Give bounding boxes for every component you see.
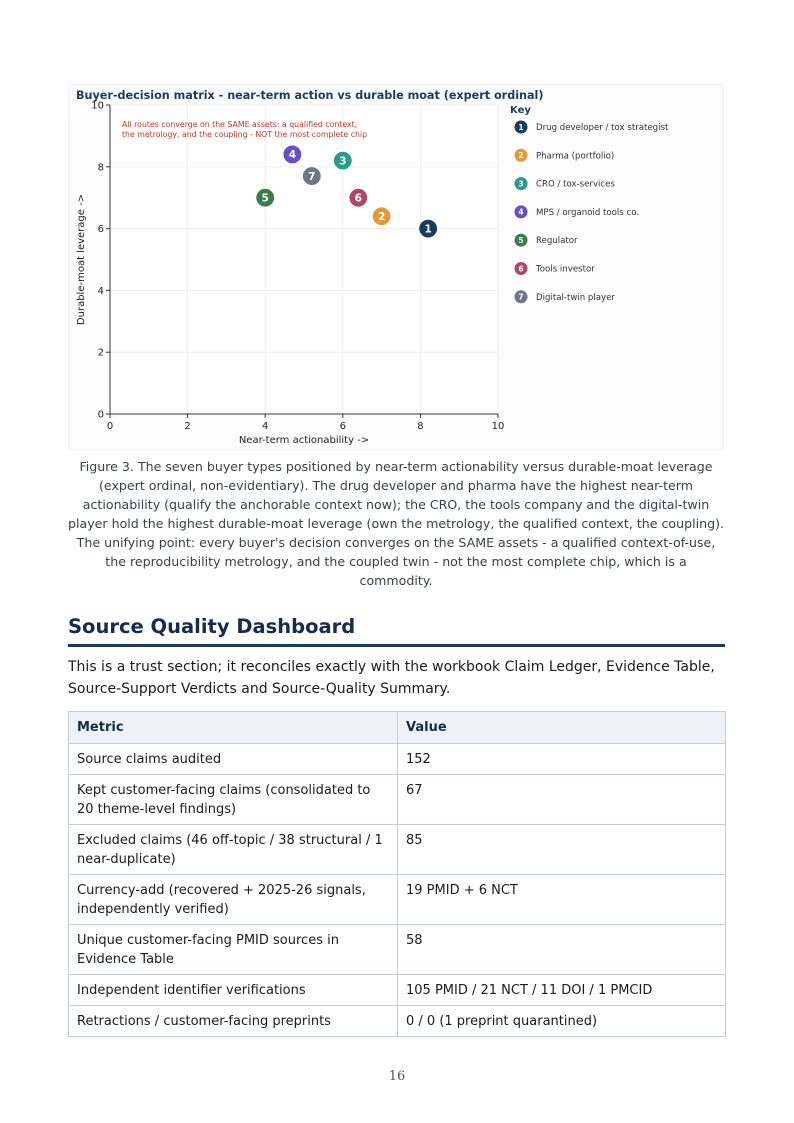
legend-entry: Regulator [536, 236, 578, 247]
section-intro: This is a trust section; it reconciles exactly with the workbook Claim Ledger, Evidence Table, Source-Support Verdicts and Source-Quality Summary. [68, 659, 715, 697]
legend-marker-label: 1 [518, 122, 524, 132]
legend-title: Key [510, 105, 531, 116]
figure-container [68, 84, 724, 450]
chart-title: Buyer-decision matrix - near-term action vs durable moat (expert ordinal) [76, 89, 544, 102]
data-point-label: 7 [308, 170, 316, 183]
table-row [69, 925, 726, 975]
table-row [69, 825, 726, 875]
table-header-row [69, 712, 726, 744]
metric-cell: Currency-add (recovered + 2025-26 signals, independently verified) [69, 875, 398, 925]
data-point-label: 5 [261, 192, 269, 205]
plot-area [110, 105, 498, 414]
y-tick-label: 0 [97, 409, 104, 421]
chart-annotation: the metrology, and the coupling - NOT the most complete chip [122, 130, 368, 139]
chart-annotation: All routes converge on the SAME assets: a qualified context, [122, 120, 358, 129]
figure-caption: Figure 3. The seven buyer types positioned by near-term actionability versus durable-moat leverage (expert ordinal, non-evidentiary). The drug developer and pharma have the highest near-term actionability (qualify the anchorable context now); the CRO, the tools company and the digital-twin player hold the highest durable-moat leverage (own the metrology, the qualified context, the coupling). The unifying point: every buyer's decision converges on the SAME assets - a qualified context-of-use, the reproducibility metrology, and the coupled twin - not the most complete chip, which is a commodity. [68, 459, 725, 588]
page-number: 16 [388, 1069, 406, 1084]
data-point-label: 1 [424, 223, 432, 236]
legend-marker-label: 7 [518, 292, 524, 302]
table-row [69, 744, 726, 775]
data-point-label: 4 [288, 149, 297, 162]
x-tick-label: 6 [339, 421, 346, 432]
x-tick-label: 8 [417, 421, 424, 432]
legend-entry: MPS / organoid tools co. [536, 207, 640, 218]
x-tick-label: 0 [106, 421, 114, 432]
value-cell: 67 [398, 775, 726, 825]
data-point-label: 2 [377, 211, 386, 224]
value-cell: 152 [398, 744, 726, 775]
metric-cell: Source claims audited [69, 744, 398, 775]
table-row [69, 1006, 726, 1037]
legend-entry: Pharma (portfolio) [536, 151, 615, 162]
x-tick-label: 10 [491, 421, 505, 432]
value-cell: 85 [398, 825, 726, 875]
legend-marker-label: 6 [518, 264, 524, 274]
legend-entry: CRO / tox-services [536, 179, 615, 190]
metric-cell: Excluded claims (46 off-topic / 38 structural / 1 near-duplicate) [69, 825, 398, 875]
metric-cell: Kept customer-facing claims (consolidated to 20 theme-level findings) [69, 775, 398, 825]
metric-cell: Independent identifier verifications [69, 975, 398, 1006]
y-tick-label: 10 [91, 100, 104, 112]
x-axis-label: Near-term actionability -> [238, 435, 370, 446]
y-tick-label: 6 [97, 224, 104, 236]
legend-entry: Tools investor [536, 264, 595, 275]
data-point-label: 3 [339, 155, 347, 168]
legend-marker-label: 2 [518, 151, 524, 161]
header-metric: Metric [69, 712, 398, 744]
table-row [69, 975, 726, 1006]
table-row [69, 875, 726, 925]
x-tick-label: 2 [184, 421, 191, 432]
data-point-label: 6 [354, 192, 362, 205]
x-tick-label: 4 [262, 421, 269, 432]
metric-cell: Retractions / customer-facing preprints [69, 1006, 398, 1037]
legend-entry: Digital-twin player [536, 292, 615, 303]
y-tick-label: 4 [97, 285, 104, 297]
value-cell: 0 / 0 (1 preprint quarantined) [398, 1006, 726, 1037]
legend-entry: Drug developer / tox strategist [536, 123, 669, 133]
value-cell: 105 PMID / 21 NCT / 11 DOI / 1 PMCID [398, 975, 726, 1006]
legend-marker-label: 5 [518, 236, 524, 245]
value-cell: 19 PMID + 6 NCT [398, 875, 726, 925]
legend-marker-label: 4 [518, 207, 524, 217]
source-quality-table [68, 711, 726, 1037]
y-axis-label: Durable-moat leverage -> [76, 193, 87, 326]
header-value: Value [398, 712, 726, 744]
metric-cell: Unique customer-facing PMID sources in Evidence Table [69, 925, 398, 975]
buyer-decision-matrix-chart [69, 85, 725, 451]
section-heading: Source Quality Dashboard [68, 615, 725, 647]
y-tick-label: 2 [97, 347, 104, 359]
y-tick-label: 8 [97, 162, 104, 174]
legend-marker-label: 3 [518, 179, 524, 189]
table-row [69, 775, 726, 825]
value-cell: 58 [398, 925, 726, 975]
